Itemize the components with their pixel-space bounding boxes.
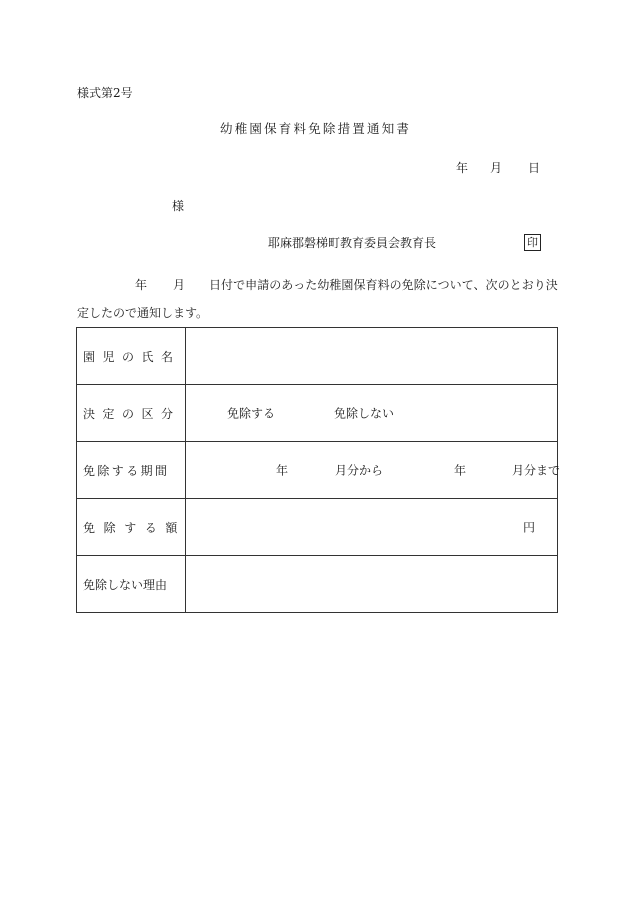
body-line-2: 定したので通知します。 bbox=[77, 306, 209, 320]
issuer-name: 耶麻郡磐梯町教育委員会教育長 bbox=[268, 236, 437, 250]
date-day-label: 日 bbox=[528, 161, 541, 175]
option-exempt[interactable]: 免除する bbox=[227, 406, 276, 421]
field-child-name[interactable] bbox=[186, 328, 558, 385]
option-not-exempt[interactable]: 免除しない bbox=[334, 406, 395, 421]
date-month-label: 月 bbox=[490, 161, 503, 175]
period-to-month: 月分まで bbox=[512, 463, 561, 478]
field-amount[interactable] bbox=[186, 499, 558, 556]
form-number: 様式第2号 bbox=[77, 86, 133, 100]
label-decision: 決定の区分 bbox=[77, 385, 186, 442]
field-period[interactable] bbox=[186, 442, 561, 499]
label-amount: 免除する額 bbox=[77, 499, 186, 556]
seal-mark: 印 bbox=[524, 234, 541, 251]
body-year-label: 年 bbox=[135, 278, 148, 292]
document-title: 幼稚園保育料免除措置通知書 bbox=[220, 121, 412, 136]
amount-unit: 円 bbox=[523, 520, 536, 535]
notice-table bbox=[76, 327, 561, 613]
body-month-label: 月 bbox=[173, 278, 186, 292]
table-row-child-name bbox=[77, 328, 558, 385]
table-row-decision bbox=[77, 385, 558, 442]
label-period: 免除する期間 bbox=[77, 442, 186, 499]
table-row-amount bbox=[77, 499, 558, 556]
field-reason[interactable] bbox=[186, 556, 558, 613]
period-from-year: 年 bbox=[276, 463, 289, 478]
recipient-honorific: 様 bbox=[172, 199, 185, 213]
label-child-name: 園児の氏名 bbox=[77, 328, 186, 385]
label-reason: 免除しない理由 bbox=[77, 556, 186, 613]
body-line-1-text: 日付で申請のあった幼稚園保育料の免除について、次のとおり決 bbox=[209, 278, 558, 292]
period-from-month: 月分から bbox=[335, 463, 384, 478]
table-row-reason bbox=[77, 556, 558, 613]
table-row-period bbox=[77, 442, 558, 499]
period-to-year: 年 bbox=[454, 463, 467, 478]
date-year-label: 年 bbox=[456, 161, 469, 175]
field-decision bbox=[186, 385, 558, 442]
